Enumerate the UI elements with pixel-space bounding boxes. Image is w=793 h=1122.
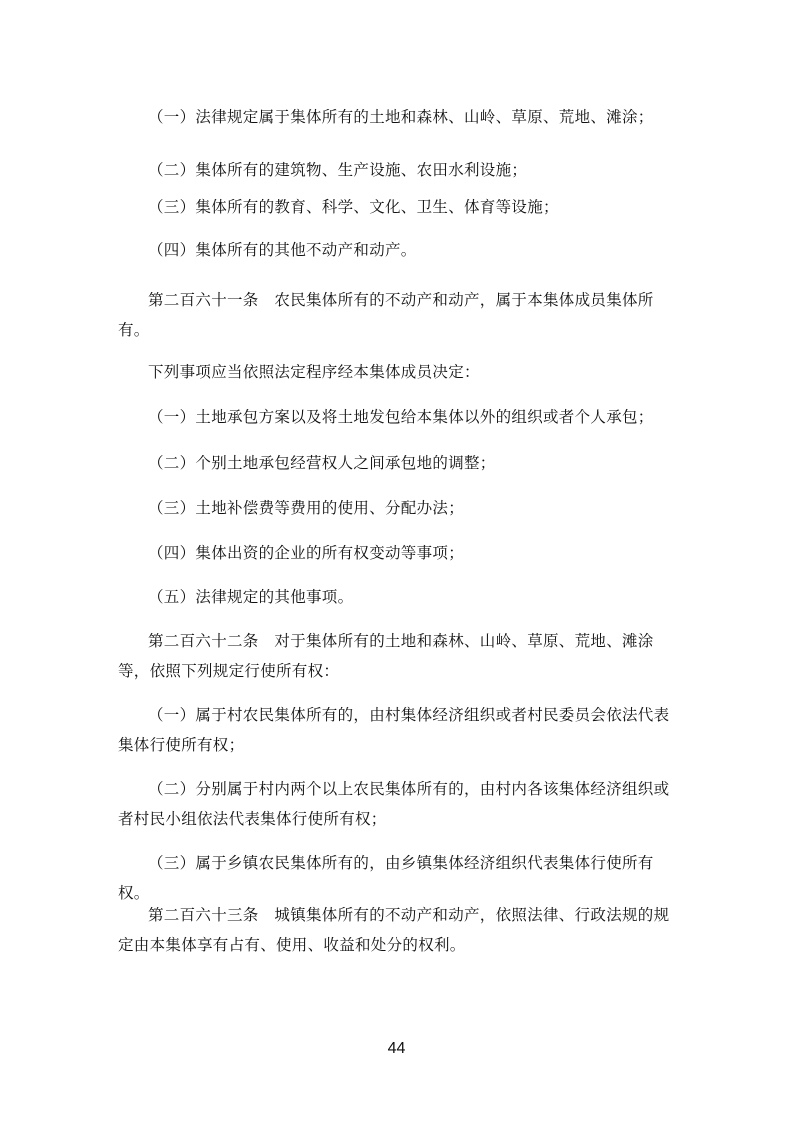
- paragraph-item-4b: （四）集体出资的企业的所有权变动等事项；: [148, 544, 465, 562]
- article-262: 第二百六十二条 对于集体所有的土地和森林、山岭、草原、荒地、滩涂等，依照下列规定行使所有权：: [118, 632, 654, 680]
- paragraph-item-2c: （二）分别属于村内两个以上农民集体所有的，由村内各该集体经济组织或者村民小组依法代表集体行使所有权；: [118, 780, 670, 828]
- paragraph-item-4: （四）集体所有的其他不动产和动产。: [148, 241, 417, 259]
- paragraph-item-1: （一）法律规定属于集体所有的土地和森林、山岭、草原、荒地、滩涂；: [148, 108, 654, 126]
- paragraph-item-2b: （二）个别土地承包经营权人之间承包地的调整；: [148, 454, 496, 472]
- paragraph-item-3: （三）集体所有的教育、科学、文化、卫生、体育等设施；: [148, 198, 559, 216]
- paragraph-item-1c: （一）属于村农民集体所有的，由村集体经济组织或者村民委员会依法代表集体行使所有权；: [118, 706, 670, 754]
- paragraph-intro-list: 下列事项应当依照法定程序经本集体成员决定：: [148, 363, 480, 381]
- paragraph-item-3c: （三）属于乡镇农民集体所有的，由乡镇集体经济组织代表集体行使所有权。: [118, 854, 654, 902]
- paragraph-item-3b: （三）土地补偿费等费用的使用、分配办法；: [148, 499, 465, 517]
- page-number: 44: [387, 1040, 406, 1057]
- paragraph-item-2: （二）集体所有的建筑物、生产设施、农田水利设施；: [148, 161, 528, 179]
- paragraph-item-1b: （一）土地承包方案以及将土地发包给本集体以外的组织或者个人承包；: [148, 408, 654, 426]
- article-261: 第二百六十一条 农民集体所有的不动产和动产，属于本集体成员集体所有。: [118, 291, 654, 339]
- paragraph-item-5b: （五）法律规定的其他事项。: [148, 588, 354, 606]
- article-263: 第二百六十三条 城镇集体所有的不动产和动产，依照法律、行政法规的规定由本集体享有占有、使用、收益和处分的权利。: [118, 906, 670, 954]
